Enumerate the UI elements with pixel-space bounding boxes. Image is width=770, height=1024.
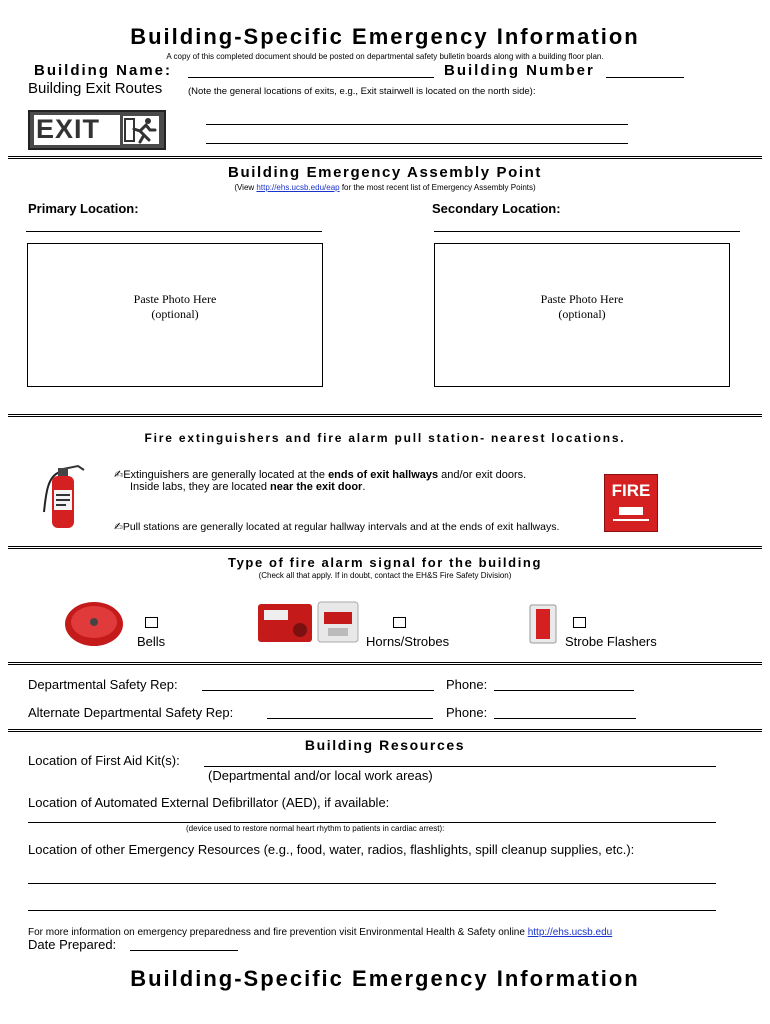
pointer-icon: ✍ [114,469,124,481]
eap-link[interactable]: http://ehs.ucsb.edu/eap [256,183,340,192]
assembly-heading: Building Emergency Assembly Point [228,164,542,181]
section-divider [8,546,762,549]
first-aid-field[interactable] [204,766,716,767]
safety-rep-field[interactable] [202,690,434,691]
exit-routes-note: (Note the general locations of exits, e.g., Exit stairwell is located on the north side): [188,86,536,97]
aed-hint: (device used to restore normal heart rhythm to patients in cardiac arrest): [186,824,445,833]
primary-location-label: Primary Location: [28,201,139,216]
exit-sign-text: EXIT [36,114,101,144]
first-aid-label: Location of First Aid Kit(s): [28,753,180,768]
pull-station-text: ✍Pull stations are generally located at regular hallway intervals and at the ends of exit hallways. [114,521,560,533]
aed-label: Location of Automated External Defibrillator (AED), if available: [28,795,390,810]
safety-rep-phone-field[interactable] [494,690,634,691]
section-divider [8,662,762,665]
running-man-icon [122,115,160,145]
section-divider [8,156,762,159]
assembly-note: (View http://ehs.ucsb.edu/eap for the most recent list of Emergency Assembly Points) [234,183,536,192]
safety-rep-phone-label: Phone: [446,677,488,692]
strobe-flashers-label: Strobe Flashers [565,634,657,649]
alt-safety-rep-field[interactable] [267,718,433,719]
section-divider [8,414,762,417]
bottom-title: Building-Specific Emergency Information [130,966,640,991]
ehs-link[interactable]: http://ehs.ucsb.edu [527,927,613,938]
other-resources-field-1[interactable] [28,883,716,884]
building-name-label: Building Name: [34,62,173,79]
fire-heading: Fire extinguishers and fire alarm pull station- nearest locations. [144,431,626,445]
exit-sign-image [28,110,166,150]
building-number-field[interactable] [606,77,684,78]
first-aid-hint: (Departmental and/or local work areas) [208,768,433,783]
bells-checkbox[interactable] [145,617,158,628]
resources-heading: Building Resources [304,737,466,753]
other-resources-field-2[interactable] [28,910,716,911]
bell-image [64,601,124,647]
exit-route-line-1[interactable] [206,124,628,125]
pull-station-label: FIRE [611,481,651,500]
page-subtitle: A copy of this completed document should be posted on departmental safety bulletin boards along with a building floor plan. [166,52,604,61]
extinguisher-text-line2: Inside labs, they are located near the exit door. [130,481,366,493]
pointer-icon: ✍ [114,521,123,533]
building-name-field[interactable] [188,77,434,78]
primary-photo-box[interactable]: Paste Photo Here (optional) [27,243,323,387]
alt-safety-rep-label: Alternate Departmental Safety Rep: [28,705,234,720]
building-number-label: Building Number [444,62,595,79]
horn-strobe-image [256,600,360,644]
secondary-location-label: Secondary Location: [432,201,561,216]
alarm-heading: Type of fire alarm signal for the building [228,555,542,570]
footer-info: For more information on emergency preparedness and fire prevention visit Environmental Health & Safety online http://ehs.ucsb.edu [28,927,613,938]
alarm-note: (Check all that apply. If in doubt, contact the EH&S Fire Safety Division) [258,571,512,580]
exit-routes-label: Building Exit Routes [28,80,163,97]
extinguisher-text-line1: ✍Extinguishers are generally located at the ends of exit hallways and/or exit doors. [114,469,527,481]
other-resources-label: Location of other Emergency Resources (e.g., food, water, radios, flashlights, spill cleanup supplies, etc.): [28,842,635,857]
alt-safety-rep-phone-field[interactable] [494,718,636,719]
page-title: Building-Specific Emergency Information [130,24,640,49]
date-prepared-field[interactable] [130,950,238,951]
pull-station-image [604,474,658,532]
primary-location-field[interactable] [26,231,322,232]
aed-field[interactable] [28,822,716,823]
fire-extinguisher-icon [38,462,90,530]
exit-route-line-2[interactable] [206,143,628,144]
strobe-flashers-checkbox[interactable] [573,617,586,628]
secondary-location-field[interactable] [434,231,740,232]
alt-safety-rep-phone-label: Phone: [446,705,488,720]
bells-label: Bells [137,634,166,649]
strobe-flasher-image [528,603,558,645]
date-prepared-label: Date Prepared: [28,937,117,952]
horns-strobes-checkbox[interactable] [393,617,406,628]
safety-rep-label: Departmental Safety Rep: [28,677,178,692]
horns-strobes-label: Horns/Strobes [366,634,450,649]
section-divider [8,729,762,732]
secondary-photo-box[interactable]: Paste Photo Here (optional) [434,243,730,387]
